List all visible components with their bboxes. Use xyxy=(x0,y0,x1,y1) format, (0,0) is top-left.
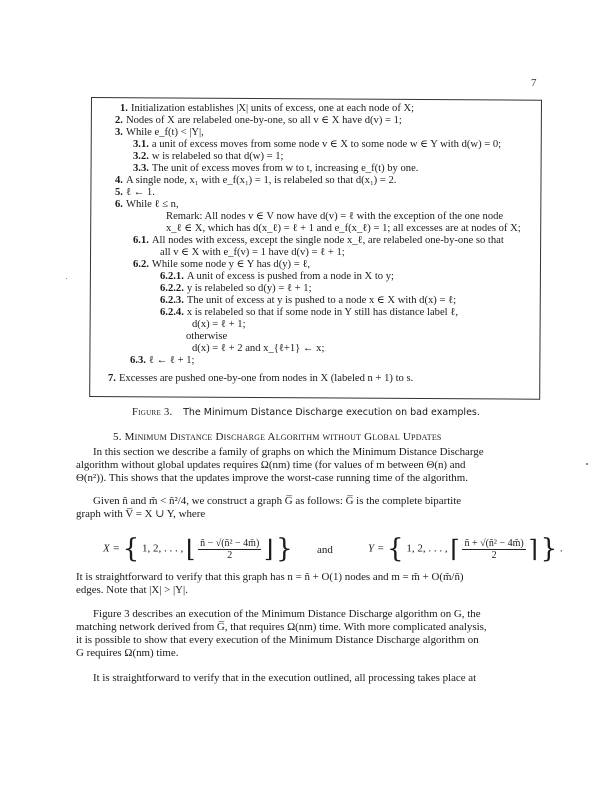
algorithm-step xyxy=(115,127,204,139)
set-y-denominator: 2 xyxy=(491,549,497,561)
algorithm-step xyxy=(133,151,284,163)
step-number: 4. xyxy=(115,175,123,186)
algorithm-step xyxy=(160,283,312,295)
text-line: it is possible to show that every execution of the Minimum Distance Discharge algorithm on xyxy=(76,634,479,646)
step-text: While e_f(t) < |Y|, xyxy=(125,127,204,138)
set-x-numerator: ñ − √(ñ² − 4m̃) xyxy=(200,537,260,549)
paragraph-verify-size xyxy=(76,571,542,597)
step-text: Nodes of X are relabeled one-by-one, so all v ∈ X have d(v) = 1; xyxy=(125,115,402,126)
step-number: 6.2.3. xyxy=(160,295,184,306)
step-number: 1. xyxy=(120,103,128,114)
step-number: 6.3. xyxy=(130,355,146,366)
set-x-definition xyxy=(103,534,293,564)
step-text: ℓ ← 1. xyxy=(125,187,155,198)
text-line: matching network derived from G̅, that requires Ω(nm) time. With more complicated analysis, xyxy=(76,621,487,633)
step-text: The unit of excess at y is pushed to a node x ∈ X with d(x) = ℓ; xyxy=(186,295,457,306)
section-heading: 5. Minimum Distance Discharge Algorithm without Global Updates xyxy=(113,431,442,443)
paragraph-figure-description xyxy=(76,608,542,660)
algorithm-step xyxy=(160,271,394,283)
text-line: Figure 3 describes an execution of the Minimum Distance Discharge algorithm on G, the xyxy=(93,608,481,620)
set-y-sequence: 1, 2, . . . , xyxy=(406,542,448,555)
set-y-numerator: ñ + √(ñ² − 4m̃) xyxy=(464,537,524,549)
step-text: x is relabeled so that if some node in Y still has distance label ℓ, xyxy=(186,307,458,318)
step-text: w is relabeled so that d(w) = 1; xyxy=(151,151,284,162)
step-text: While some node y ∈ Y has d(y) = ℓ, xyxy=(151,259,311,270)
set-x-fraction xyxy=(198,538,261,561)
algorithm-step xyxy=(160,247,345,259)
and-connector: and xyxy=(317,544,333,556)
paragraph-construction xyxy=(76,495,542,521)
step-number: 5. xyxy=(115,187,123,198)
text-line: In this section we describe a family of graphs on which the Minimum Distance Discharge xyxy=(93,446,484,458)
step-number: 6.2.2. xyxy=(160,283,184,294)
text-line: Θ(n²)). This shows that the updates improve the worst-case running time of the algorithm. xyxy=(76,472,468,484)
algorithm-step xyxy=(192,319,246,331)
step-number: 6.1. xyxy=(133,235,149,246)
ceil-left-bracket: ⌈ xyxy=(450,535,460,563)
algorithm-step xyxy=(186,331,227,343)
paragraph-execution-note xyxy=(76,672,542,685)
figure-caption-text: The Minimum Distance Discharge execution on bad examples. xyxy=(183,407,480,418)
text-line: algorithm without global updates requires Ω(nm) time (for values of m between Θ(n) and xyxy=(76,459,466,471)
algorithm-step xyxy=(133,163,418,175)
display-equation-sets xyxy=(100,530,563,570)
step-text: all v ∈ X with e_f(v) = 1 have d(v) = ℓ + 1; xyxy=(160,247,345,258)
scan-speck xyxy=(586,463,588,465)
step-number: 6.2. xyxy=(133,259,149,270)
step-text: A unit of excess is pushed from a node in X to y; xyxy=(186,271,394,282)
step-number: 6.2.1. xyxy=(160,271,184,282)
algorithm-step xyxy=(160,295,456,307)
algorithm-step xyxy=(108,373,413,385)
equation-period: . xyxy=(559,542,563,555)
step-text: Initialization establishes |X| units of excess, one at each node of X; xyxy=(130,103,415,114)
step-text: otherwise xyxy=(186,331,228,342)
text-line: It is straightforward to verify that in the execution outlined, all processing takes place at xyxy=(93,672,477,684)
set-y-fraction xyxy=(462,538,525,561)
step-number: 3.1. xyxy=(133,139,149,150)
step-number: 2. xyxy=(115,115,123,126)
set-x-denominator: 2 xyxy=(227,549,233,561)
right-brace: } xyxy=(276,534,293,564)
step-number: 7. xyxy=(108,373,116,384)
algorithm-step xyxy=(130,355,194,367)
step-number: 6.2.4. xyxy=(160,307,184,318)
step-number: 3.3. xyxy=(133,163,149,174)
floor-left-bracket: ⌊ xyxy=(185,535,196,563)
algorithm-step xyxy=(133,235,504,247)
algorithm-step xyxy=(115,199,179,211)
algorithm-step xyxy=(115,175,396,187)
algorithm-step xyxy=(166,211,503,223)
algorithm-step xyxy=(120,103,414,115)
step-text: All nodes with excess, except the single node x_ℓ, are relabeled one-by-one so that xyxy=(151,235,504,246)
step-text: While ℓ ≤ n, xyxy=(125,199,179,210)
text-line: G requires Ω(nm) time. xyxy=(76,647,179,659)
floor-right-bracket: ⌋ xyxy=(264,535,274,563)
step-text: y is relabeled so d(y) = ℓ + 1; xyxy=(186,283,312,294)
set-y-definition xyxy=(368,534,563,564)
step-text: A single node, x₁ with e_f(x₁) = 1, is relabeled so that d(x₁) = 2. xyxy=(125,175,397,186)
right-brace: } xyxy=(540,534,558,564)
page-number: 7 xyxy=(531,77,537,89)
step-text: ℓ ← ℓ + 1; xyxy=(148,355,195,366)
step-number: 6. xyxy=(115,199,123,210)
step-text: d(x) = ℓ + 1; xyxy=(192,319,246,330)
left-brace: { xyxy=(122,534,140,564)
algorithm-step xyxy=(160,307,458,319)
step-text: a unit of excess moves from some node v ∈ X to some node w ∈ Y with d(w) = 0; xyxy=(151,139,502,150)
figure-label: Figure 3. xyxy=(132,407,173,418)
text-line: graph with V̅ = X ∪ Y, where xyxy=(76,508,206,520)
algorithm-step xyxy=(166,223,521,235)
set-x-lhs: X = xyxy=(103,542,120,555)
algorithm-step xyxy=(192,343,324,355)
step-text: Excesses are pushed one-by-one from nodes in X (labeled n + 1) to s. xyxy=(118,373,414,384)
step-text: Remark: All nodes v ∈ V now have d(v) = ℓ with the exception of the one node xyxy=(166,211,504,222)
algorithm-step xyxy=(133,259,310,271)
step-text: x_ℓ ∈ X, which has d(x_ℓ) = ℓ + 1 and e_f(x_ℓ) = 1; all excesses are at nodes of X; xyxy=(166,223,521,234)
text-line: Given ñ and m̃ < ñ²/4, we construct a graph G̅ as follows: G̅ is the complete bipartite xyxy=(93,495,462,507)
paragraph-intro xyxy=(76,446,542,485)
set-y-lhs: Y = xyxy=(368,542,385,555)
left-brace: { xyxy=(387,534,404,564)
figure-caption xyxy=(132,407,480,418)
step-number: 3. xyxy=(115,127,123,138)
step-text: The unit of excess moves from w to t, increasing e_f(t) by one. xyxy=(151,163,419,174)
text-line: It is straightforward to verify that this graph has n = ñ + O(1) nodes and m = m̃ + O(m̃/ñ) xyxy=(76,571,464,583)
ceil-right-bracket: ⌉ xyxy=(528,535,538,563)
scan-speck xyxy=(66,278,67,279)
step-text: d(x) = ℓ + 2 and x_{ℓ+1} ← x; xyxy=(192,343,325,354)
algorithm-step xyxy=(115,115,402,127)
step-number: 3.2. xyxy=(133,151,149,162)
set-x-sequence: 1, 2, . . . , xyxy=(141,542,184,555)
text-line: edges. Note that |X| > |Y|. xyxy=(76,584,188,596)
algorithm-step xyxy=(115,187,155,199)
algorithm-step xyxy=(133,139,501,151)
